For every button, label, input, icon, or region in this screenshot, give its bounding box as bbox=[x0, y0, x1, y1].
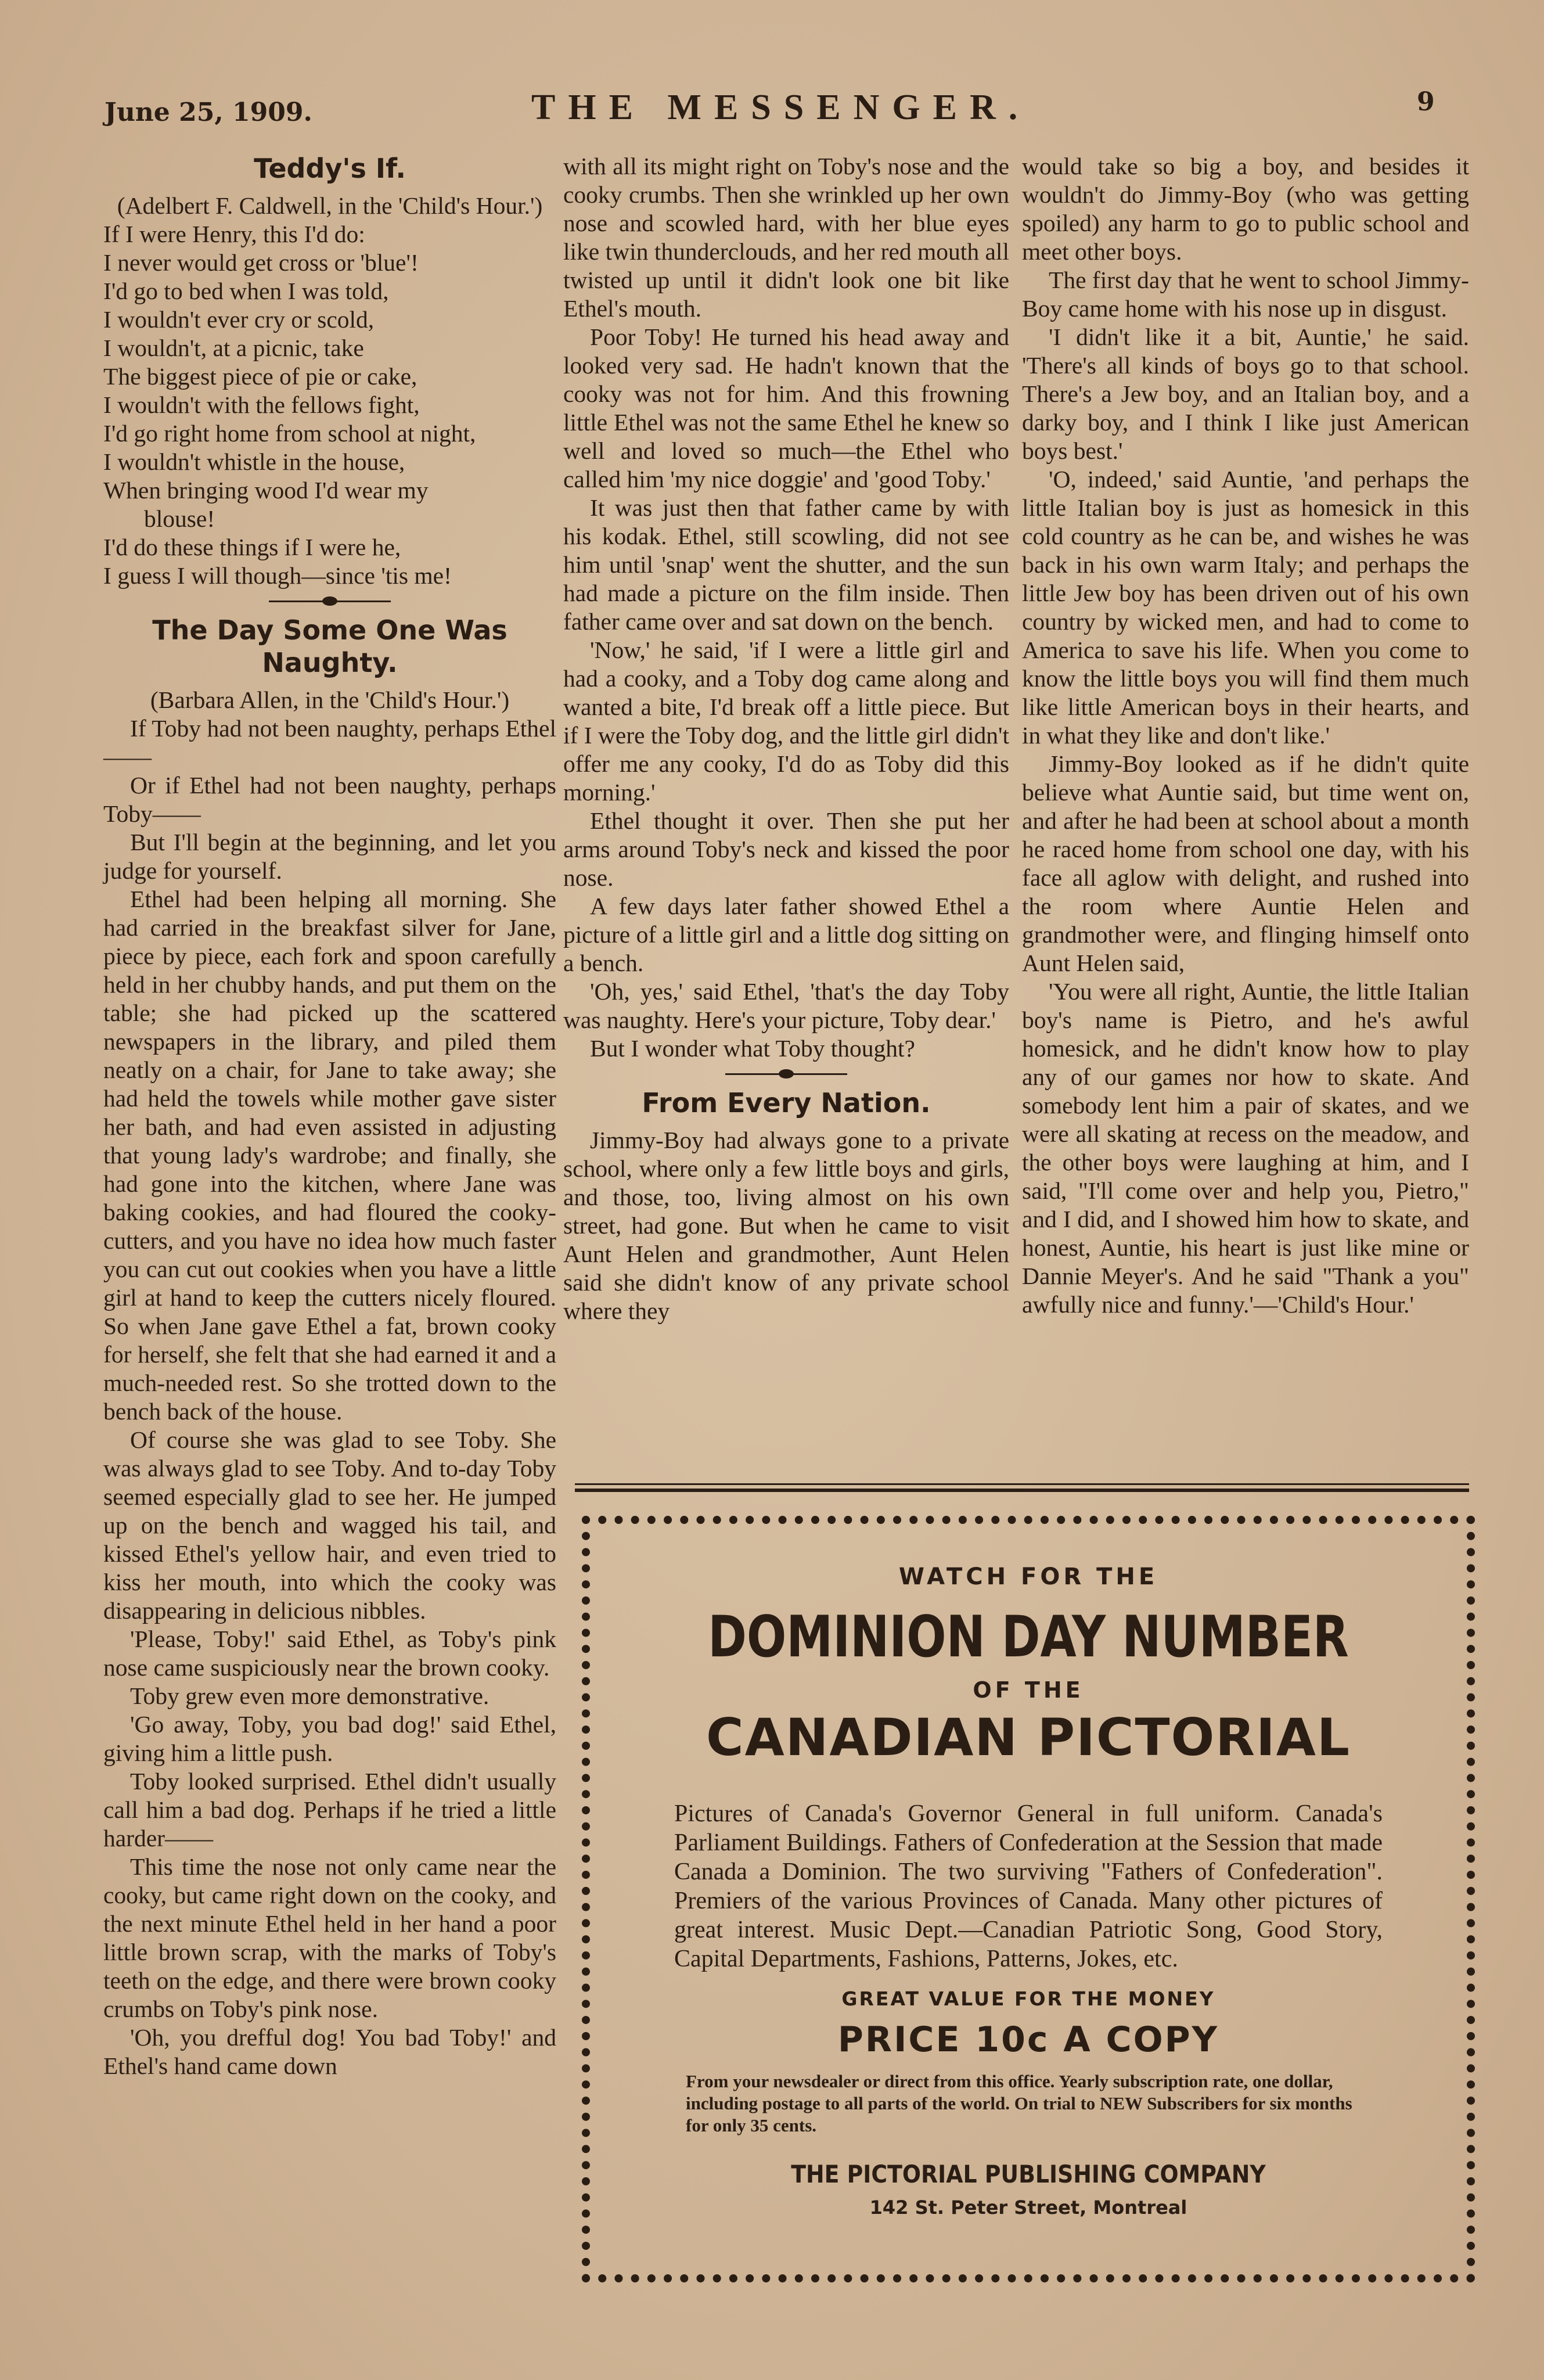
poem-line: The biggest piece of pie or cake, bbox=[103, 363, 418, 390]
ad-of-the: OF THE bbox=[973, 1677, 1084, 1703]
paragraph-continuation: would take so big a boy, and besides it wouldn't do Jimmy-Boy (who was getting spoiled) any harm to go to public school and meet other boys. bbox=[1022, 153, 1469, 265]
ad-address: 142 St. Peter Street, Montreal bbox=[869, 2196, 1187, 2219]
paragraph: Jimmy-Boy had always gone to a private school, where only a few little boys and girls, and those, too, living almost on his own street, had gone. But when he came to visit Aunt Helen and grandmother, Aunt Helen said she didn't know of any private school where they bbox=[563, 1127, 1009, 1324]
poem-line: I'd go to bed when I was told, bbox=[103, 278, 389, 304]
paragraph: If Toby had not been naughty, perhaps Ethel—— bbox=[103, 715, 556, 770]
poem-line: I never would get cross or 'blue'! bbox=[103, 249, 419, 276]
advertisement-box bbox=[582, 1516, 1475, 2282]
paragraph: It was just then that father came by with his kodak. Ethel, still scowling, did not see him until 'snap' went the shutter, and the sun had made a picture on the film inside. Then father came over and sat down on the bench. bbox=[563, 494, 1009, 635]
ad-subscription-text: From your newsdealer or direct from this office. Yearly subscription rate, one dollar, including postage to all parts of the world. On trial to NEW Subscribers for six months for only 35 cents. bbox=[686, 2071, 1352, 2135]
paragraph: 'I didn't like it a bit, Auntie,' he said. 'There's all kinds of boys go to that school. There's a Jew boy, and an Italian boy, and a darky boy, and I think I like just American boys best.' bbox=[1022, 323, 1469, 464]
ad-body-text: Pictures of Canada's Governor General in full uniform. Canada's Parliament Buildings. Fathers of Confederation at the Session that made Canada a Dominion. The two surviving "Fathers of Confederation". Premiers of the various Provinces of Canada. Many other pictures of great interest. Music Dept.—Canadian Patriotic Song, Good Story, Capital Departments, Fashions, Patterns, Jokes, etc. bbox=[674, 1800, 1383, 1972]
article-source-teddy: (Adelbert F. Caldwell, in the 'Child's Hour.') bbox=[117, 192, 543, 219]
poem-line: I wouldn't, at a picnic, take bbox=[103, 335, 364, 361]
paragraph: Toby grew even more demonstrative. bbox=[130, 1682, 490, 1709]
section-divider bbox=[269, 601, 391, 602]
paragraph: 'Oh, yes,' said Ethel, 'that's the day Toby was naughty. Here's your picture, Toby dear.' bbox=[563, 978, 1009, 1033]
poem-teddy bbox=[103, 220, 556, 590]
ad-publication-name: CANADIAN PICTORIAL bbox=[706, 1707, 1351, 1767]
ad-price: PRICE 10c A COPY bbox=[837, 2019, 1219, 2060]
masthead-title: THE MESSENGER. bbox=[531, 88, 1031, 127]
column-1 bbox=[103, 152, 556, 2080]
paragraph: 'Please, Toby!' said Ethel, as Toby's pink nose came suspiciously near the brown cooky. bbox=[103, 1626, 556, 1681]
poem-line: I wouldn't whistle in the house, bbox=[103, 448, 405, 475]
poem-line: I'd do these things if I were he, bbox=[103, 534, 401, 560]
paragraph: A few days later father showed Ethel a picture of a little girl and a little dog sitting on a bench. bbox=[563, 893, 1009, 976]
paragraph: Or if Ethel had not been naughty, perhaps Toby—— bbox=[103, 772, 556, 827]
paragraph: Of course she was glad to see Toby. She was always glad to see Toby. And to-day Toby seemed especially glad to see her. He jumped up on the bench and wagged his tail, and kissed Ethel's yellow hair, and even tried to kiss her mouth, into which the cooky was disappearing in delicious nibbles. bbox=[103, 1426, 556, 1624]
paragraph: Ethel had been helping all morning. She had carried in the breakfast silver for Jane, piece by piece, each fork and spoon carefully held in her chubby hands, and put them on the table; she had picked up the scattered newspapers in the library, and piled them neatly on a chair, for Jane to take away; she had held the towels while mother gave sister her bath, and had even assisted in adjusting that young lady's wardrobe; and finally, she had gone into the kitchen, where Jane was baking cookies, and had floured the cooky-cutters, and you have no idea how much faster you can cut out cookies when you have a little girl at hand to keep the cutters nicely floured. So when Jane gave Ethel a fat, brown cooky for herself, she felt that she had earned it and a much-needed rest. So she trotted down to the bench back of the house. bbox=[103, 886, 556, 1425]
paragraph: Ethel thought it over. Then she put her arms around Toby's neck and kissed the poor nose. bbox=[563, 807, 1009, 891]
paragraph: Poor Toby! He turned his head away and looked very sad. He hadn't known that the cooky was not for him. And this frowning little Ethel was not the same Ethel he knew so well and loved so much—the Ethel who called him 'my nice doggie' and 'good Toby.' bbox=[563, 323, 1009, 492]
ad-top-rule-thick bbox=[575, 1489, 1469, 1492]
ad-publisher: THE PICTORIAL PUBLISHING COMPANY bbox=[791, 2160, 1266, 2188]
article-source-naughty: (Barbara Allen, in the 'Child's Hour.') bbox=[150, 686, 510, 713]
paragraph: Toby looked surprised. Ethel didn't usually call him a bad dog. Perhaps if he tried a little harder—— bbox=[103, 1768, 556, 1851]
paragraph: The first day that he went to school Jimmy-Boy came home with his nose up in disgust. bbox=[1022, 267, 1469, 322]
column-2 bbox=[563, 152, 1009, 1325]
poem-line: I wouldn't with the fellows fight, bbox=[103, 391, 420, 418]
paragraph: But I'll begin at the beginning, and let you judge for yourself. bbox=[103, 829, 556, 884]
paragraph: 'You were all right, Auntie, the little Italian boy's name is Pietro, and he's awful homesick, and he didn't know how to play any of our games nor how to skate. And somebody lent him a pair of skates, and we were all skating at recess on the meadow, and the other boys were laughing at him, and I said, "I'll come over and help you, Pietro," and I did, and I showed him how to skate, and honest, Auntie, his heart is just like mine or Dannie Meyer's. And he said "Thank a you" awfully nice and funny.'—'Child's Hour.' bbox=[1022, 978, 1469, 1318]
paragraph: 'Go away, Toby, you bad dog!' said Ethel, giving him a little push. bbox=[103, 1711, 556, 1766]
paragraph: Jimmy-Boy looked as if he didn't quite believe what Auntie said, but time went on, and after he had been at school about a month he raced home from school one day, with his face all aglow with delight, and rushed into the room where Auntie Helen and grandmother were, and flinging himself onto Aunt Helen said, bbox=[1022, 750, 1469, 976]
poem-line: If I were Henry, this I'd do: bbox=[103, 221, 365, 247]
paragraph: 'O, indeed,' said Auntie, 'and perhaps the little Italian boy is just as homesick in this cold country as he can be, and wishes he was back in his own warm Italy; and perhaps the little Jew boy has been driven out of his own country by wicked men, and had to come to America to save his life. When you come to know the little boys you will find them much like little American boys in their hearts, and in what they like and don't like.' bbox=[1022, 466, 1469, 749]
poem-line: I guess I will though—since 'tis me! bbox=[103, 562, 452, 589]
section-divider bbox=[725, 1073, 847, 1075]
page-number: 9 bbox=[1417, 87, 1435, 117]
ad-top-rule bbox=[575, 1483, 1469, 1485]
poem-line: I wouldn't ever cry or scold, bbox=[103, 306, 375, 333]
paragraph: But I wonder what Toby thought? bbox=[590, 1035, 915, 1062]
paragraph: 'Now,' he said, 'if I were a little girl and had a cooky, and a Toby dog came along and wanted a bite, I'd break off a little piece. But if I were the Toby dog, and the little girl didn't offer me any cooky, I'd do as Toby did this morning.' bbox=[563, 637, 1009, 806]
poem-line: I'd go right home from school at night, bbox=[103, 420, 476, 447]
ad-value-line: GREAT VALUE FOR THE MONEY bbox=[841, 1987, 1215, 2010]
paragraph: 'Oh, you drefful dog! You bad Toby!' and Ethel's hand came down bbox=[103, 2024, 556, 2079]
issue-date: June 25, 1909. bbox=[105, 98, 312, 127]
article-title-nation: From Every Nation. bbox=[642, 1087, 931, 1119]
article-title-naughty: The Day Some One Was Naughty. bbox=[152, 614, 508, 678]
column-3 bbox=[1022, 152, 1469, 1319]
ad-headline: DOMINION DAY NUMBER bbox=[708, 1604, 1349, 1670]
ad-watch-line: WATCH FOR THE bbox=[898, 1563, 1158, 1590]
paragraph-continuation: with all its might right on Toby's nose and the cooky crumbs. Then she wrinkled up her own nose and scowled hard, with her blue eyes like twin thunderclouds, and her red mouth all twisted up until it didn't look one bit like Ethel's mouth. bbox=[563, 153, 1009, 322]
poem-line: When bringing wood I'd wear my bbox=[103, 477, 429, 504]
poem-line: blouse! bbox=[144, 505, 215, 532]
article-title-teddy: Teddy's If. bbox=[254, 153, 406, 184]
paragraph: This time the nose not only came near the cooky, but came right down on the cooky, and the next minute Ethel held in her hand a poor little brown scrap, with the marks of Toby's teeth on the edge, and there were brown cooky crumbs on Toby's pink nose. bbox=[103, 1853, 556, 2022]
